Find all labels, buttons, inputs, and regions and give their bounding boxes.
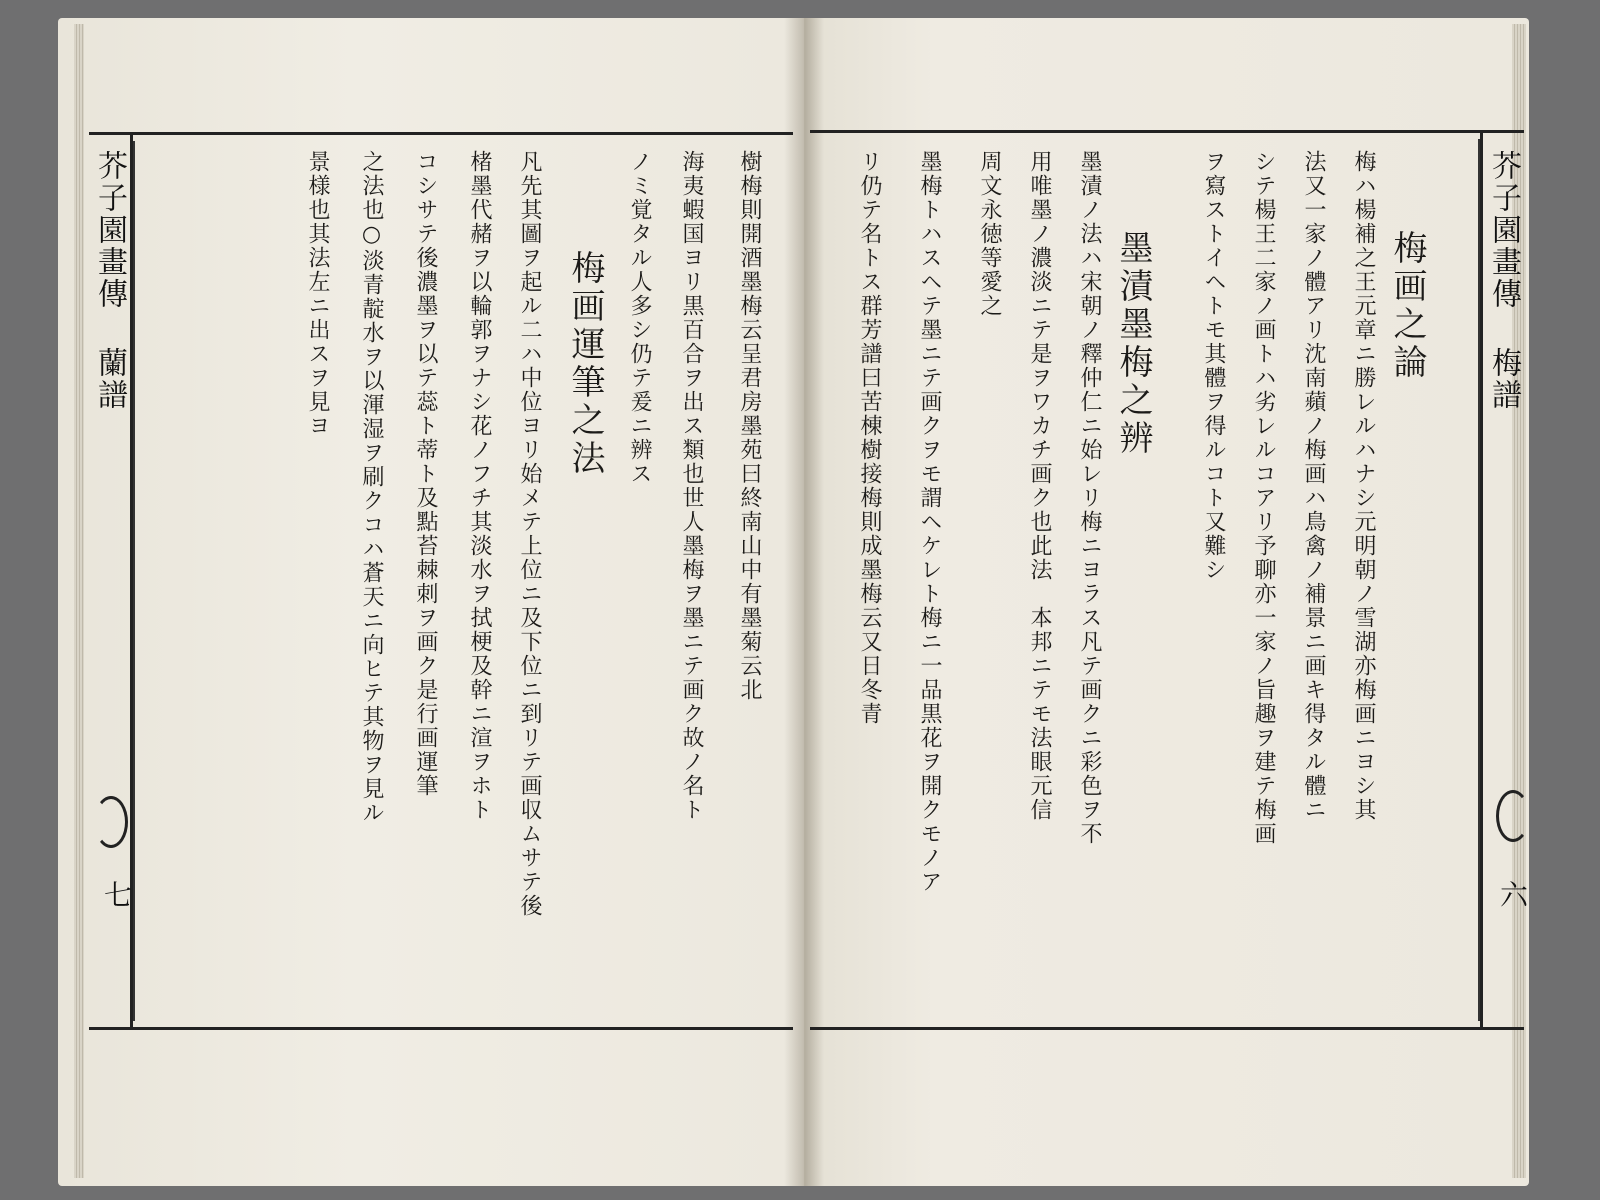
left-col-8: 景様也其法左ニ出スヲ見ヨ — [305, 150, 330, 438]
right-col-10: リ仍テ名トス群芳譜曰苦棟樹接梅則成墨梅云又日冬青 — [857, 150, 882, 726]
left-page-number: 七 — [100, 880, 133, 908]
right-col-6: 墨漬ノ法ハ宋朝ノ釋仲仁ニ始レリ梅ニヨラス凡テ画クニ彩色ヲ不 — [1077, 150, 1102, 846]
right-col-heading-plum-theory: 梅画之論 — [1387, 230, 1427, 382]
right-col-heading-ink: 墨漬墨梅之辨 — [1113, 230, 1153, 458]
right-fishtail-mark — [1496, 790, 1530, 842]
left-col-1: 海夷蝦国ヨリ黒百合ヲ出ス類也世人墨梅ヲ墨ニテ画ク故ノ名ト — [679, 150, 704, 822]
left-margin-header: 芥子園畫傳 蘭譜 — [92, 150, 127, 411]
left-col-7: 之法也○淡青靛水ヲ以渾湿ヲ刷クコハ蒼天ニ向ヒテ其物ヲ見ル — [359, 150, 384, 825]
left-col-6: コシサテ後濃墨ヲ以テ蕊ト蒂ト及點苔棘刺ヲ画ク是行画運筆 — [413, 150, 438, 798]
right-margin-header: 芥子園畫傳 梅譜 — [1486, 150, 1521, 411]
right-col-8: 周文永徳等愛之 — [977, 150, 1002, 318]
right-col-1: 梅ハ楊補之王元章ニ勝レルハナシ元明朝ノ雪湖亦梅画ニヨシ其 — [1351, 150, 1376, 822]
right-col-4: ヲ寫ストイヘトモ其體ヲ得ルコト又難シ — [1201, 150, 1226, 582]
right-page-number: 六 — [1496, 880, 1529, 908]
right-col-7: 用唯墨ノ濃淡ニテ是ヲワカチ画ク也此法 本邦ニテモ法眼元信 — [1027, 150, 1052, 822]
left-col-2: ノミ覚タル人多シ仍テ爰ニ辨ス — [627, 150, 652, 486]
left-col-4: 凡先其圖ヲ起ル二ハ中位ヨリ始メテ上位ニ及下位ニ到リテ画収ムサテ後 — [517, 150, 542, 918]
right-col-2: 法又一家ノ體アリ沈南蘋ノ梅画ハ鳥禽ノ補景ニ画キ得タル體ニ — [1301, 150, 1326, 822]
left-col-5: 楮墨代赭ヲ以輪郭ヲナシ花ノフチ其淡水ヲ拭梗及幹ニ渲ヲホト — [467, 150, 492, 822]
right-col-9: 墨梅トハスヘテ墨ニテ画クヲモ謂ヘケレト梅ニ一品黒花ヲ開クモノア — [917, 150, 942, 894]
left-fishtail-mark — [94, 796, 128, 848]
right-col-3: シテ楊王二家ノ画トハ劣レルコアリ予聊亦一家ノ旨趣ヲ建テ梅画 — [1251, 150, 1276, 846]
left-col-0: 樹梅則開酒墨梅云呈君房墨苑曰終南山中有墨菊云北 — [737, 150, 762, 702]
left-page-edges — [74, 24, 84, 1178]
left-col-heading-brush: 梅画運筆之法 — [565, 250, 605, 478]
